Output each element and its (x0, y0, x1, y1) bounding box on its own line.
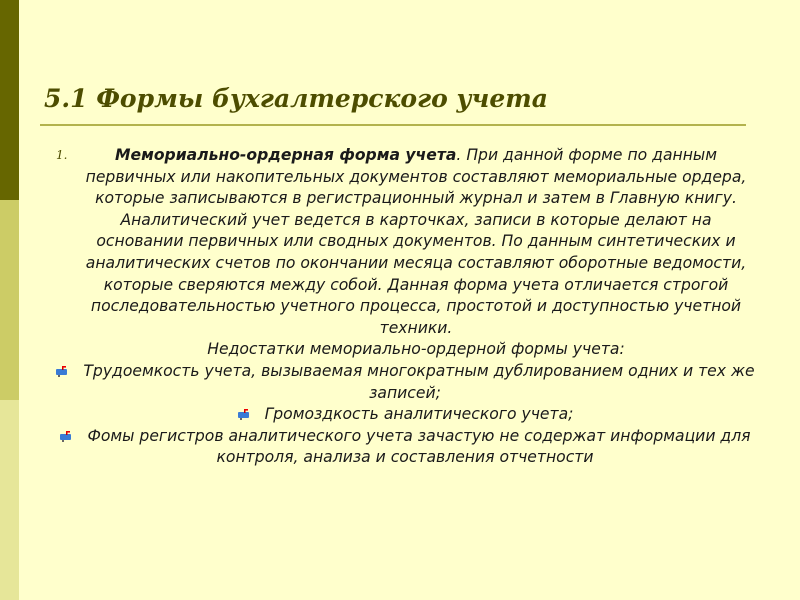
bullet-item (40, 404, 770, 426)
title-divider (40, 124, 746, 126)
mailbox-icon (55, 365, 69, 377)
bullet-text: Трудоемкость учета, вызываемая многократным дублированием одних и тех же записей; (83, 361, 755, 402)
mailbox-icon (237, 408, 251, 420)
mailbox-icon (59, 430, 73, 442)
slide-title: 5.1 Формы бухгалтерского учета (44, 84, 548, 113)
bullet-text: Фомы регистров аналитического учета зачастую не содержат информации для контроля, анализа и составления отчетности (87, 426, 751, 467)
bullet-text: Громоздкость аналитического учета; (264, 405, 574, 424)
bullet-item (40, 426, 770, 469)
list-number: 1. (56, 148, 68, 162)
drawbacks-heading: Недостатки мемориально-ордерной формы учета: (207, 340, 625, 359)
sidebar-stripe-mid (0, 200, 19, 400)
form-description: . При данной форме по данным первичных или накопительных документов составляют мемориальные ордера, которые записываются в регистрационный журнал и затем в Главную книгу. Аналитический учет ведется в карточках, записи в которые делают на основании первичных или сводных документов. По данным синтетических и аналитических счетов по окончании месяца составляют оборотные ведомости, которые сверяются между собой. Данная форма учета отличается строгой последовательностью учетного процесса, простотой и доступностью учетной техники. (85, 146, 747, 337)
form-term: Мемориально-ордерная форма учета (115, 146, 457, 164)
numbered-item (40, 145, 770, 339)
sidebar-stripe-dark (0, 0, 19, 200)
bullet-item (40, 361, 770, 404)
sidebar-stripe-light (0, 400, 19, 600)
slide-content (40, 145, 770, 469)
